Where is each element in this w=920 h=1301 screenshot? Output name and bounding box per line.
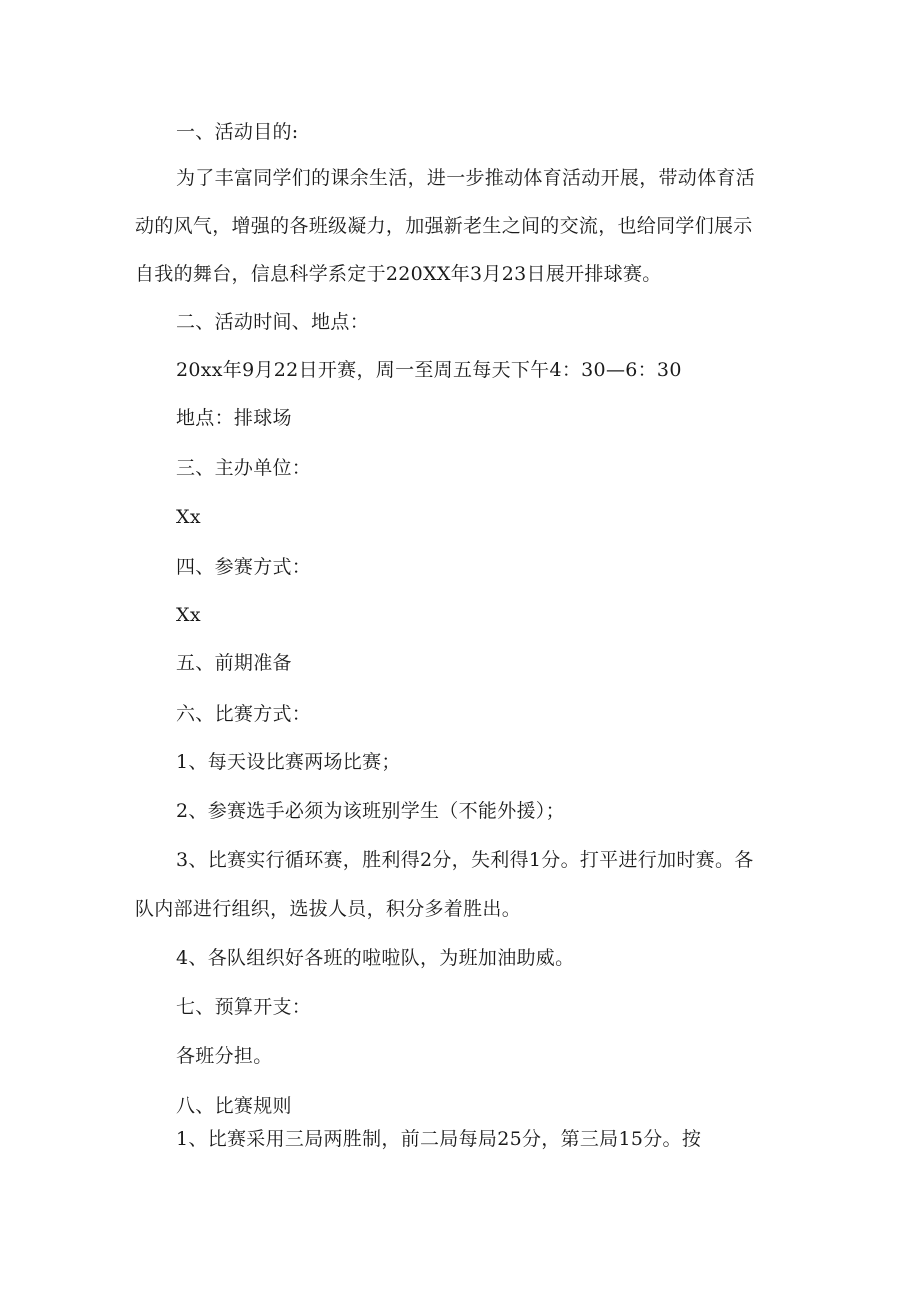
section2-place: 地点：排球场 — [176, 407, 292, 429]
section3-heading: 三、主办单位： — [176, 457, 312, 479]
section5-heading: 五、前期准备 — [176, 652, 292, 674]
section8-heading: 八、比赛规则 — [176, 1095, 292, 1117]
section8-item1: 1、比赛采用三局两胜制，前二局每局25分，第三局15分。按 — [176, 1128, 702, 1150]
section2-heading: 二、活动时间、地点： — [176, 311, 370, 333]
section6-item4: 4、各队组织好各班的啦啦队，为班加油助威。 — [176, 947, 575, 969]
section3-body: Xx — [176, 506, 201, 528]
section6-item3-line1: 3、比赛实行循环赛，胜利得2分，失利得1分。打平进行加时赛。各 — [176, 849, 754, 871]
section1-heading: 一、活动目的: — [176, 121, 299, 143]
section7-heading: 七、预算开支： — [176, 996, 312, 1018]
section2-time: 20xx年9月22日开赛，周一至周五每天下午4：30—6：30 — [176, 359, 682, 381]
section1-body-line1: 为了丰富同学们的课余生活，进一步推动体育活动开展，带动体育活 — [176, 167, 756, 189]
section4-body: Xx — [176, 604, 201, 626]
section1-body-line2: 动的风气，增强的各班级凝力，加强新老生之间的交流，也给同学们展示 — [135, 215, 753, 237]
section7-body: 各班分担。 — [176, 1045, 273, 1067]
section6-heading: 六、比赛方式： — [176, 703, 312, 725]
section6-item3-line2: 队内部进行组织，选拔人员，积分多着胜出。 — [135, 898, 522, 920]
section1-body-line3: 自我的舞台，信息科学系定于220XX年3月23日展开排球赛。 — [135, 263, 662, 285]
section4-heading: 四、参赛方式： — [176, 556, 312, 578]
section6-item2: 2、参赛选手必须为该班别学生（不能外援）； — [176, 800, 565, 822]
section6-item1: 1、每天设比赛两场比赛； — [176, 751, 401, 773]
